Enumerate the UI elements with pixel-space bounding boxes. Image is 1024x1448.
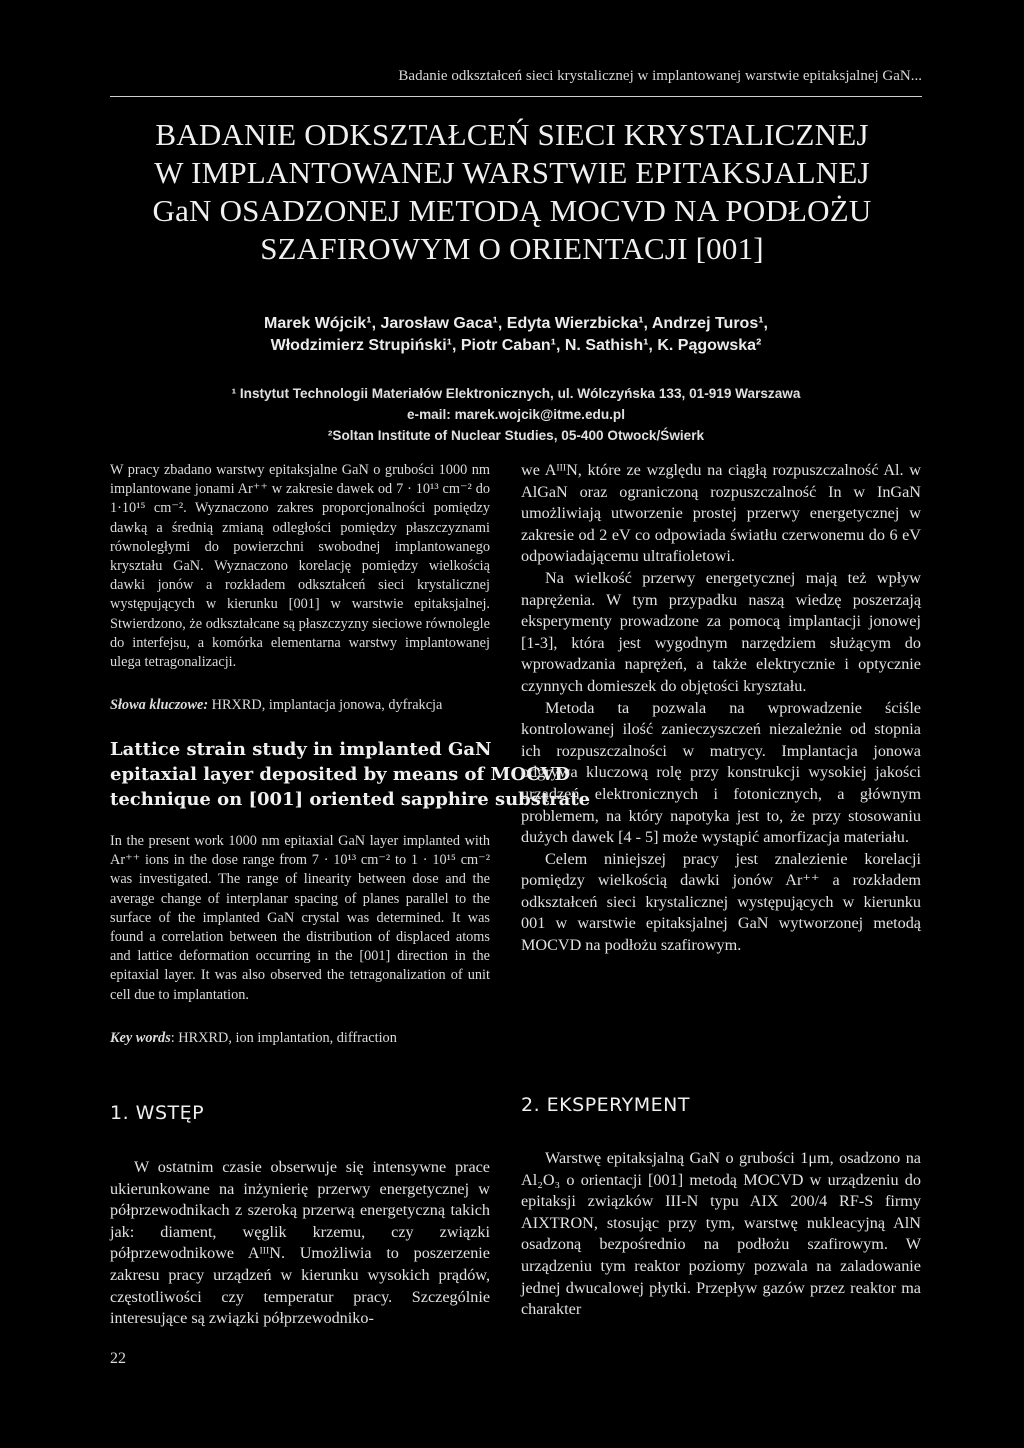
english-title <box>110 737 591 812</box>
affiliations <box>110 383 922 446</box>
authors-line: Włodzimierz Strupiński¹, Piotr Caban¹, N. Sathish¹, K. Pągowska² <box>270 337 762 354</box>
section-intro-text <box>110 1157 490 1330</box>
paper-title <box>80 116 944 268</box>
running-head: Badanie odkształceń sieci krystalicznej w implantowanej warstwie epitaksjalnej GaN... <box>398 68 922 84</box>
paragraph: Metoda ta pozwala na wprowadzenie ściśle kontrolowanej ilość zanieczyszczeń niezależnie od stopnia ich rozpuszczalności w matrycy. Implantacja jonowa odgrywa kluczową rolę przy konstrukcji wysokiej jakości urządzeń elektronicznych i fotonicznych, a głównym problemem, na który napotyka jest to, że przy stosowaniu dużych dawek [4 - 5] może wystąpić amorfizacja materiału. <box>521 698 921 847</box>
title-line: W IMPLANTOWANEJ WARSTWIE EPITAKSJALNEJ <box>154 155 870 190</box>
english-title-line: epitaxial layer deposited by means of MOCVD <box>110 764 571 785</box>
page-number: 22 <box>110 1350 126 1367</box>
header-rule <box>110 96 922 97</box>
section-heading-experiment: 2. EKSPERYMENT <box>521 1094 690 1116</box>
affiliation-2: ²Soltan Institute of Nuclear Studies, 05-400 Otwock/Świerk <box>327 428 705 443</box>
keywords-label: Słowa kluczowe: <box>110 697 209 713</box>
paragraph: we AᴵᴵᴵN, które ze względu na ciągłą rozpuszczalność Al. w AlGaN oraz ograniczoną rozpuszczalność In w InGaN umożliwiają utworzenie prostej przerwy energetycznej w zakresie od 2 eV co odpowiada światłu czerwonemu do 6 eV odpowiadającemu ultrafioletowi. <box>521 461 921 566</box>
title-line: GaN OSADZONEJ METODĄ MOCVD NA PODŁOŻU <box>152 193 872 228</box>
english-title-line: technique on [001] oriented sapphire substrate <box>110 789 591 810</box>
section-experiment-text <box>521 1148 921 1321</box>
abstract-english: In the present work 1000 nm epitaxial GaN layer implanted with Ar⁺⁺ ions in the dose range from 7 · 10¹³ cm⁻² to 1 · 10¹⁵ cm⁻² was investigated. The range of linearity between dose and the average change of interplanar spacing of planes parallel to the surface of the implanted GaN crystal was determined. It was found a correlation between the distribution of displaced atoms and lattice deformation occurring in the [001] direction in the epitaxial layer. It was also observed the tetragonalization of unit cell due to implantation. <box>110 833 490 1003</box>
intro-continuation <box>521 460 921 957</box>
affiliation-1: ¹ Instytut Technologii Materiałów Elektronicznych, ul. Wólczyńska 133, 01-919 Warszawa <box>231 386 801 401</box>
section-heading-intro: 1. WSTĘP <box>110 1102 205 1124</box>
keywords-english <box>110 1030 490 1047</box>
paragraph: W ostatnim czasie obserwuje się intensywne prace ukierunkowane na inżynierię przerwy energetycznej w półprzewodnikach z szeroką przerwą energetyczną takich jak: diament, węglik krzemu, czy związki półprzewodnikowe AᴵᴵᴵN. Umożliwia to poszerzenie zakresu pracy urządzeń w kierunku wysokich prądów, częstotliwości czy temperatur pracy. Szczególnie interesujące są związki półprzewodniko- <box>110 1158 490 1328</box>
keywords-value: HRXRD, implantacja jonowa, dyfrakcja <box>208 697 443 713</box>
authors-line: Marek Wójcik¹, Jarosław Gaca¹, Edyta Wierzbicka¹, Andrzej Turos¹, <box>264 315 768 332</box>
keywords-label: Key words <box>110 1030 171 1046</box>
authors <box>110 313 922 357</box>
email[interactable]: e-mail: marek.wojcik@itme.edu.pl <box>407 407 625 422</box>
paragraph: Na wielkość przerwy energetycznej mają też wpływ naprężenia. W tym przypadku naszą wiedzę poszerzają eksperymenty prowadzone za pomocą implantacji jonowej [1-3], która jest wygodnym narzędziem służącym do wprowadzania naprężeń, a także elektrycznie i optycznie czynnych domieszek do objętości kryształu. <box>521 568 921 695</box>
title-line: SZAFIROWYM O ORIENTACJI [001] <box>260 231 764 266</box>
english-title-line: Lattice strain study in implanted GaN <box>110 739 492 760</box>
title-line: BADANIE ODKSZTAŁCEŃ SIECI KRYSTALICZNEJ <box>155 117 869 152</box>
paragraph: Celem niniejszej pracy jest znalezienie korelacji pomiędzy wielkością dawki jonów Ar⁺⁺ a rozkładem odkształceń sieci krystalicznej występujących w kierunku 001 w warstwie epitaksjalnej GaN wytworzonej metodą MOCVD na podłożu szafirowym. <box>521 849 921 955</box>
keywords-value: : HRXRD, ion implantation, diffraction <box>170 1030 397 1046</box>
paragraph: Warstwę epitaksjalną GaN o grubości 1μm, osadzono na Al₂O₃ o orientacji [001] metodą MOCVD w urządzeniu do epitaksji związków III-N typu AIX 200/4 RF-S firmy AIXTRON, stosując przy tym, warstwę nukleacyjną AlN osadzoną bezpośrednio na podłożu szafirowym. W urządzeniu tym reaktor poziomy pozwala na zaladowanie jednej dwucalowej płytki. Przepływ gazów przez reaktor ma charakter <box>521 1149 921 1319</box>
abstract-polish: W pracy zbadano warstwy epitaksjalne GaN o grubości 1000 nm implantowane jonami Ar⁺⁺ w zakresie dawek od 7 · 10¹³ cm⁻² do 1·10¹⁵ cm⁻². Wyznaczono zakres proporcjonalności pomiędzy dawką a średnią zmianą odległości pomiędzy płaszczyznami równoległymi do powierzchni swobodnej implantowanego kryształu GaN. Wyznaczono korelację pomiędzy wielkością dawki jonów a rozkładem odkształceń sieci krystalicznej występujących w kierunku [001] w warstwie epitaksjalnej. Stwierdzono, że odkształcane są płaszczyzny sieciowe równolegle do interfejsu, a komórka elementarna warstwy implantowanej ulega tetragonalizacji. <box>110 462 490 671</box>
keywords-polish <box>110 697 490 714</box>
